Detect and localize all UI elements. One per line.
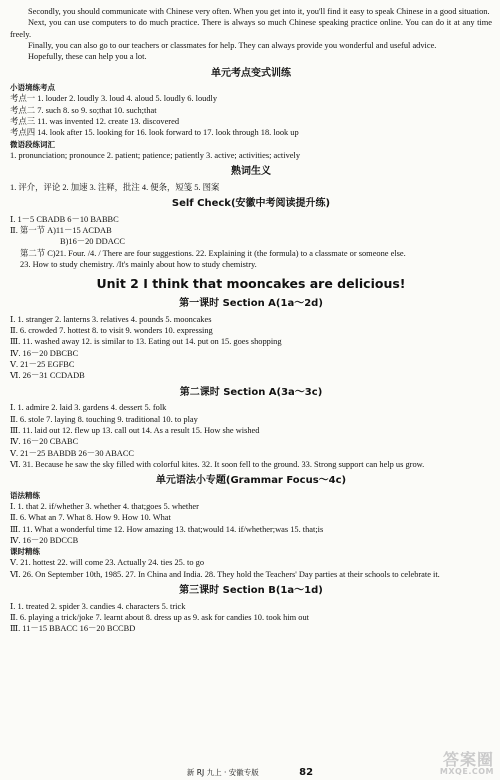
answer-page <box>10 6 492 635</box>
answer-line: Ⅴ. 21－25 BABDB 26－30 ABACC <box>10 448 135 458</box>
answer-line: 23. How to study chemistry. /It's mainly about how to study chemistry. <box>20 259 257 269</box>
answer-line: Ⅰ. 1. that 2. if/whether 3. whether 4. that;goes 5. whether <box>10 501 199 511</box>
answer-line: Ⅳ. 16－20 BDCCB <box>10 535 79 545</box>
answer-line: Ⅵ. 26－31 CCDADB <box>10 371 85 381</box>
section-title-familiar-words: 熟词生义 <box>231 166 271 178</box>
subheading-context-exam-points: 小语境练考点 <box>10 83 55 93</box>
section-title-unit-exam-points: 单元考点变式训练 <box>211 67 291 79</box>
page-footer <box>0 766 500 780</box>
answer-line: Ⅲ. 11. laid out 12. flew up 13. call out 14. As a result 15. How she wished <box>10 425 260 435</box>
answer-line: Ⅳ. 16－20 DBCBC <box>10 348 79 358</box>
watermark-url: MXQE.COM <box>439 767 494 776</box>
answer-line-wrapped: Ⅵ. 26. On September 10th, 1985. 27. In China and India. 28. They hold the Teachers' Day parties at their schools to celebrate it. <box>10 569 440 579</box>
section-title-self-check: Self Check(安徽中考阅读提升练) <box>171 198 331 210</box>
answer-line: 考点二 7. such 8. so 9. so;that 10. such;that <box>10 105 157 115</box>
intro-paragraph-4: Hopefully, these can help you a lot. <box>28 52 147 62</box>
intro-paragraph-1: Secondly, you should communicate with Chinese very often. When you get into it, you'll find it easy to speak Chinese in a good situation. <box>28 7 490 16</box>
answer-line: Ⅱ. 6. playing a trick/joke 7. learnt about 8. dress up as 9. ask for candies 10. took him out <box>10 612 309 622</box>
answer-line: 考点一 1. louder 2. loudly 3. loud 4. aloud 5. loudly 6. loudly <box>10 94 218 104</box>
subheading-lesson-practice: 课时精练 <box>10 547 40 557</box>
subheading-vocabulary-paragraph: 微语段练词汇 <box>10 139 55 149</box>
intro-paragraph-2: Next, you can use computers to do much practice. There is always so much Chinese speaking practice online. You can do it at any time freely. <box>10 18 492 39</box>
answer-line: Ⅱ. 6. stole 7. laying 8. touching 9. traditional 10. to play <box>10 414 198 424</box>
answer-line: 第二节 C)21. Four. /4. / There are four suggestions. 22. Explaining it (the formula) to a classmate or someone else. <box>20 248 406 258</box>
watermark-logo <box>440 752 494 776</box>
answer-line: Ⅰ. 1. stranger 2. lanterns 3. relatives 4. pounds 5. mooncakes <box>10 314 212 324</box>
lesson-title-1: 第一课时 Section A(1a～2d) <box>179 298 323 310</box>
answer-line: Ⅲ. 11. What a wonderful time 12. How amazing 13. that;would 14. if/whether;was 15. that;is <box>10 524 324 534</box>
answer-line: Ⅱ. 6. crowded 7. hottest 8. to visit 9. wonders 10. expressing <box>10 325 213 335</box>
answer-line-wrapped: Ⅵ. 31. Because he saw the sky filled with colorful kites. 32. It soon fell to the ground. 33. Strong support can help us grow. <box>10 459 425 469</box>
answer-line: Ⅲ. 11. washed away 12. is similar to 13. Eating out 14. put on 15. goes shopping <box>10 337 282 347</box>
answer-line: Ⅳ. 16－20 CBABC <box>10 437 79 447</box>
answer-line: 1. 评介，评论 2. 加速 3. 注释，批注 4. 便条，短笺 5. 图案 <box>10 182 220 192</box>
answer-line: Ⅱ. 第一节 A)11－15 ACDAB <box>10 225 112 235</box>
answer-line: Ⅰ. 1. treated 2. spider 3. candies 4. characters 5. trick <box>10 601 186 611</box>
subheading-grammar-practice: 语法精练 <box>10 490 40 500</box>
answer-line: Ⅴ. 21. hottest 22. will come 23. Actually 24. ties 25. to go <box>10 558 205 568</box>
answer-line: Ⅴ. 21－25 EGFBC <box>10 360 75 369</box>
answer-line: B)16－20 DDACC <box>60 237 125 247</box>
intro-paragraph-3: Finally, you can also go to our teachers or classmates for help. They can always provide you wonderful and useful advice. <box>28 41 437 51</box>
answer-line: Ⅰ. 1. admire 2. laid 3. gardens 4. dessert 5. folk <box>10 403 167 413</box>
lesson-title-3: 第三课时 Section B(1a～1d) <box>179 585 323 597</box>
watermark-text: 答案圈 <box>442 750 494 769</box>
section-title-grammar-focus: 单元语法小专题(Grammar Focus～4c) <box>155 475 347 487</box>
answer-line: 1. pronunciation; pronounce 2. patient; patience; patiently 3. active; activities; actively <box>10 150 301 160</box>
answer-line: Ⅰ. 1－5 CBADB 6－10 BABBC <box>10 214 119 224</box>
unit-title: Unit 2 I think that mooncakes are delicious! <box>96 276 406 292</box>
answer-line: Ⅲ. 11－15 BBACC 16－20 BCCBD <box>10 624 136 634</box>
answer-line: Ⅱ. 6. What an 7. What 8. How 9. How 10. What <box>10 513 171 523</box>
lesson-title-2: 第二课时 Section A(3a～3c) <box>179 386 323 398</box>
page-number: 82 <box>299 767 314 778</box>
answer-line: 考点三 11. was invented 12. create 13. discovered <box>10 117 180 127</box>
footer-book-label: 新 RJ 九上 · 安徽专版 <box>186 768 259 777</box>
answer-line: 考点四 14. look after 15. looking for 16. look forward to 17. look through 18. look up <box>10 128 299 138</box>
